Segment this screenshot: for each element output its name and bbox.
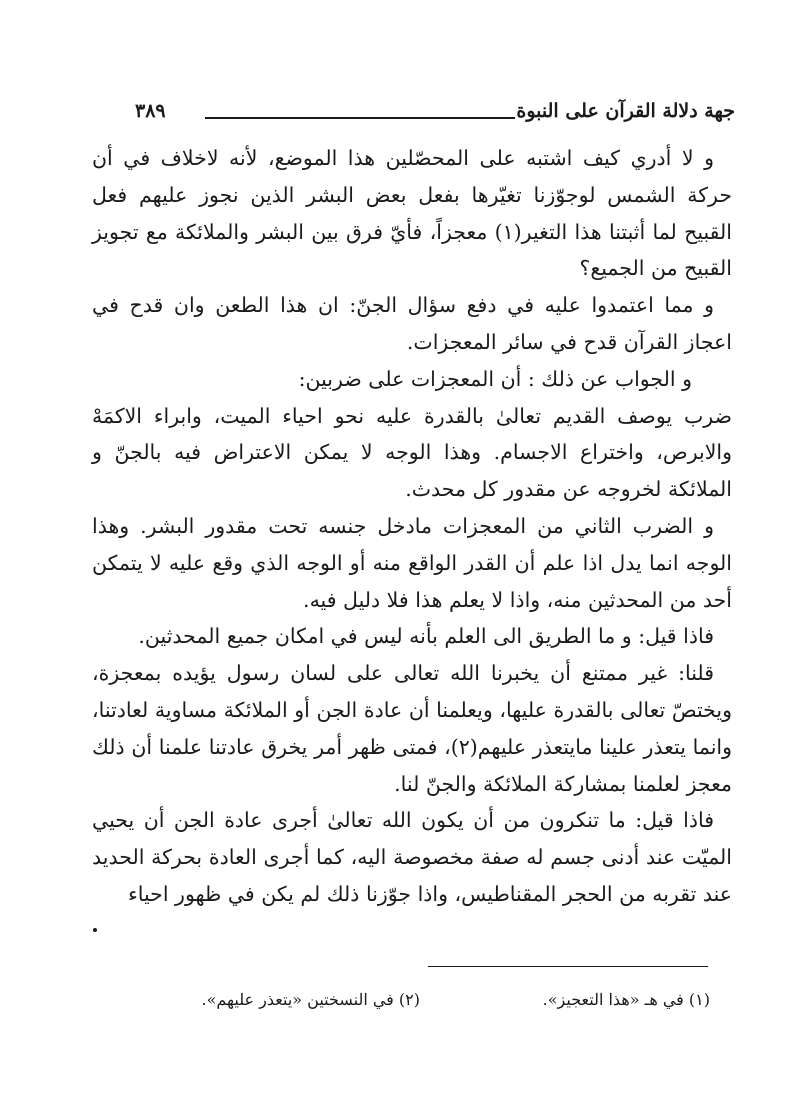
paragraph: و مما اعتمدوا عليه في دفع سؤال الجنّ: ان هذا الطعن وان قدح في اعجاز القرآن قدح في سائر المعجزات.: [92, 293, 732, 354]
footnote-rule: [428, 966, 708, 967]
body-text: [92, 140, 732, 913]
footnote-2: (٢) في النسختين «يتعذر عليهم».: [201, 990, 420, 1009]
paragraph: و لا أدري كيف اشتبه على المحصّلين هذا الموضع، لأنه لاخلاف في أن حركة الشمس لوجوّزنا تغيّرها بفعل بعض البشر الذين نجوز عليهم فعل القبيح لما أثبتنا هذا التغير(١) معجزاً، فأيّ فرق بين البشر والملائكة مع تجويز القبيح من الجميع؟: [92, 146, 732, 281]
paragraph: ضرب يوصف القديم تعالىٰ بالقدرة عليه نحو احياء الميت، وابراء الاكمَهْ والابرص، واختراع الاجسام. وهذا الوجه لا يمكن الاعتراض فيه بالجنّ و الملائكة لخروجه عن مقدور كل محدث.: [92, 403, 732, 502]
paragraph: فاذا قيل: ما تنكرون من أن يكون الله تعالىٰ أجرى عادة الجن أن يحيي الميّت عند أدنى جسم له صفة مخصوصة اليه، كما أجرى العادة بحركة الحديد عند تقربه من الحجر المقناطيس، واذا جوّزنا ذلك لم يكن في ظهور احياء: [92, 808, 732, 906]
paragraph: و الضرب الثاني من المعجزات مادخل جنسه تحت مقدور البشر. وهذا الوجه انما يدل اذا علم أن القدر الواقع منه أو الوجه الذي وقع عليه لا يتمكن أحد من المحدثين منه، واذا لا يعلم هذا فلا دليل فيه.: [92, 513, 732, 612]
paragraph: و الجواب عن ذلك : أن المعجزات على ضربين:: [298, 366, 692, 391]
page-header: [135, 100, 735, 130]
footnote-1: (١) في هـ «هذا التعجيز».: [542, 990, 710, 1009]
page-number: ٣٨٩: [135, 100, 166, 122]
footnotes: [190, 990, 710, 1014]
paragraph: قلنا: غير ممتنع أن يخبرنا الله تعالى على لسان رسول يؤيده بمعجزة، ويختصّ تعالى بالقدرة عليها، ويعلمنا أن عادة الجن أو الملائكة مساوية لعادتنا، وانما يتعذر علينا مايتعذر عليهم(٢)، فمتى ظهر أمر يخرق عادتنا علمنا أن ذلك معجز لعلمنا بمشاركة الملائكة والجنّ لنا.: [92, 661, 732, 796]
paragraph: فاذا قيل: و ما الطريق الى العلم بأنه ليس في امكان جميع المحدثين.: [138, 624, 714, 649]
running-title: جهة دلالة القرآن على النبوة: [516, 100, 735, 122]
margin-mark: [93, 928, 97, 932]
header-rule: [205, 117, 515, 119]
